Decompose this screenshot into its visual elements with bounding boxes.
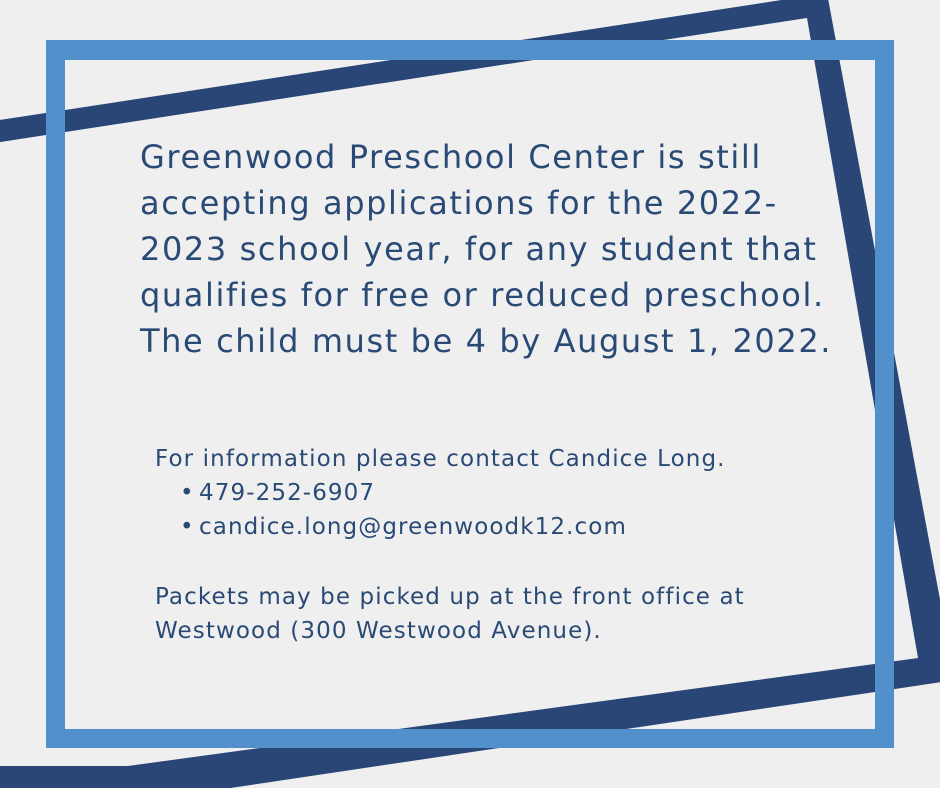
main-announcement: Greenwood Preschool Center is still accepting applications for the 2022-2023 school year, for any student that qualifies for free or reduced preschool. The child must be 4 by August 1, 2022.: [140, 138, 833, 360]
bullet-dot-icon: •: [180, 514, 195, 540]
email-address: candice.long@greenwoodk12.com: [199, 514, 627, 540]
phone-number: 479-252-6907: [199, 480, 376, 506]
phone-list-item: [155, 476, 815, 510]
contact-section: [155, 442, 815, 544]
bullet-dot-icon: •: [180, 480, 195, 506]
contact-intro: For information please contact Candice Long.: [155, 446, 726, 472]
packets-info: Packets may be picked up at the front office at Westwood (300 Westwood Avenue).: [155, 584, 745, 644]
contact-list: [155, 476, 815, 544]
email-list-item: [155, 510, 815, 544]
